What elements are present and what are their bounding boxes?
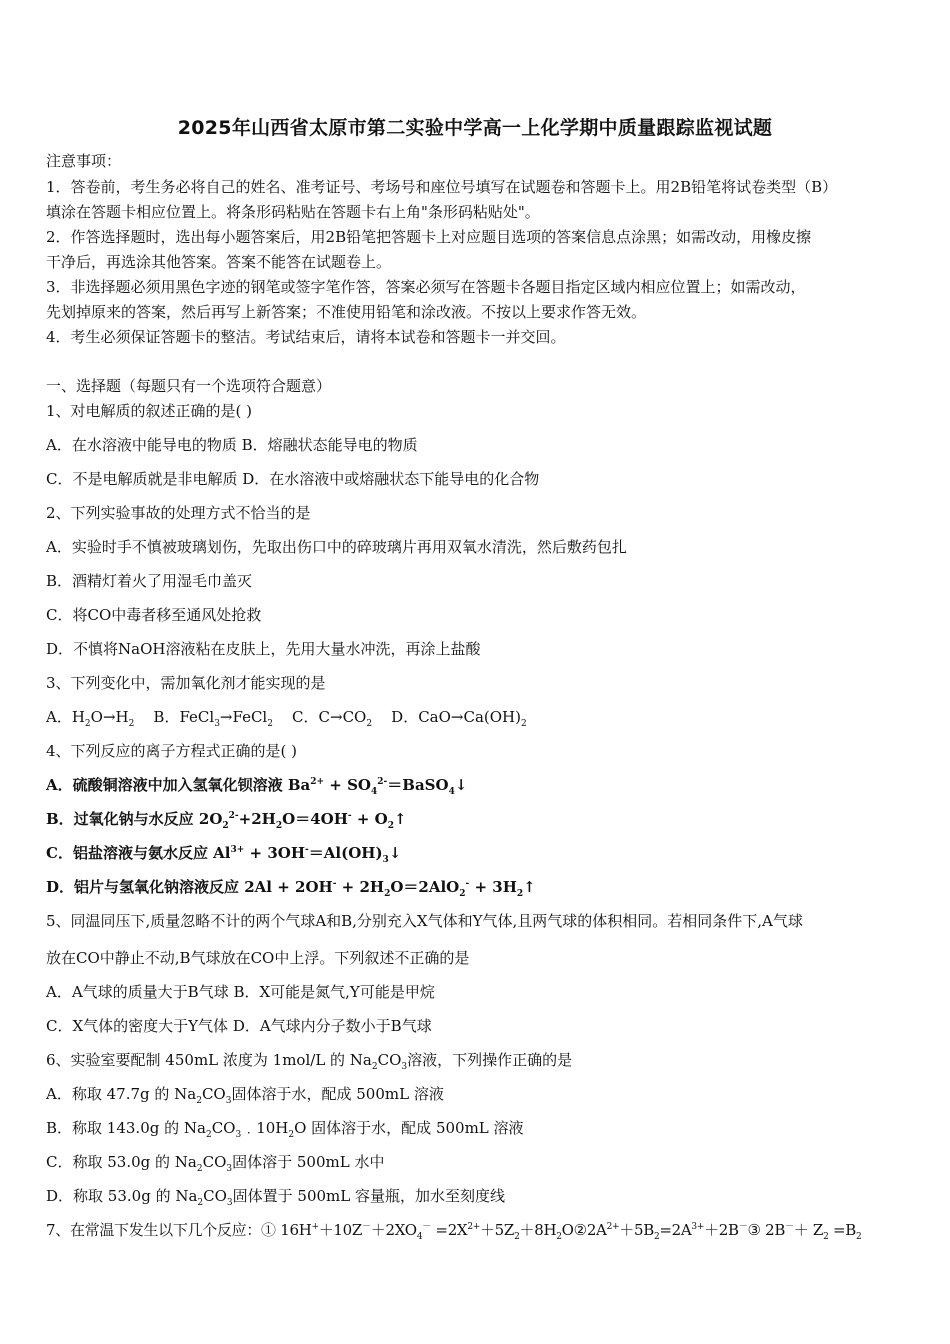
q3-option-c: C．$C\to CO_2$ xyxy=(292,708,373,729)
q4-option-d: D．铝片与氢氧化钠溶液反应 $2Al + 2OH^- + 2H_2O=2AlO_2^-$ + $3H_2↑$ xyxy=(46,878,536,899)
notice-line-7: 4．考生必须保证答题卡的整洁。考试结束后，请将本试卷和答题卡一并交回。 xyxy=(46,328,566,346)
q6-option-d: D．称取 53.0g 的 $Na_2CO_3$固体置于 500mL 容量瓶，加水至刻度线 xyxy=(46,1187,506,1208)
q7-stem: 7、在常温下发生以下几个反应：① $16H^++10Z^-+2XO_4^-$ $=2X^{2+}+5Z_2+8H_2O②2A^{2+}+5B_2=2A^{3+}+2B^-③$ $2B^-+ Z_2 =B_2$ xyxy=(46,1221,862,1242)
q4-option-a: A．硫酸铜溶液中加入氢氧化钡溶液 $Ba^{2+}$ + $SO_4^{2-}=BaSO_4↓$ xyxy=(46,776,468,797)
q2-option-d: D．不慎将NaOH溶液粘在皮肤上，先用大量水冲洗，再涂上盐酸 xyxy=(46,640,481,658)
q1-options-ab: A．在水溶液中能导电的物质 B．熔融状态能导电的物质 xyxy=(46,436,418,454)
q6-option-b: B．称取 143.0g 的 $Na_2CO_3﹒10H_2O$ 固体溶于水，配成 500mL 溶液 xyxy=(46,1119,524,1140)
notice-line-6: 先划掉原来的答案，然后再写上新答案；不准使用铅笔和涂改液。不按以上要求作答无效。 xyxy=(46,303,647,321)
notice-line-1: 1．答卷前，考生务必将自己的姓名、准考证号、考场号和座位号填写在试题卷和答题卡上。用2B铅笔将试卷类型（B） xyxy=(46,178,838,196)
notice-heading: 注意事项： xyxy=(46,152,122,170)
q4-stem: 4、下列反应的离子方程式正确的是( ) xyxy=(46,742,298,760)
q3-stem: 3、下列变化中，需加氧化剂才能实现的是 xyxy=(46,674,326,692)
q4-option-c: C．铝盐溶液与氨水反应 $Al^{3+}$ + $3OH^-=Al(OH)_3↓$ xyxy=(46,844,402,865)
q3-options xyxy=(46,707,916,727)
section-heading: 一、选择题（每题只有一个选项符合题意） xyxy=(46,377,332,395)
notice-line-5: 3．非选择题必须用黑色字迹的钢笔或签字笔作答，答案必须写在答题卡各题目指定区域内相应位置上；如需改动， xyxy=(46,278,806,296)
q3-option-a: A．$H_2O\to H_2$ xyxy=(46,708,135,729)
q5-stem-line-1: 5、同温同压下,质量忽略不计的两个气球A和B,分别充入X气体和Y气体,且两气球的体积相同。若相同条件下,A气球 xyxy=(46,912,803,930)
notice-line-2: 填涂在答题卡相应位置上。将条形码粘贴在答题卡右上角"条形码粘贴处"。 xyxy=(46,203,540,221)
q6-option-c: C．称取 53.0g 的 $Na_2CO_3$固体溶于 500mL 水中 xyxy=(46,1153,385,1174)
page-title: 2025年山西省太原市第二实验中学高一上化学期中质量跟踪监视试题 xyxy=(177,117,773,139)
q5-options-ab: A．A气球的质量大于B气球 B．X可能是氮气,Y可能是甲烷 xyxy=(46,983,435,1001)
q5-stem-line-2: 放在CO中静止不动,B气球放在CO中上浮。下列叙述不正确的是 xyxy=(46,949,470,967)
q6-stem: 6、实验室要配制 450mL 浓度为 1mol/L 的 $Na_2CO_3$溶液，下列操作正确的是 xyxy=(46,1051,573,1072)
notice-line-4: 干净后，再选涂其他答案。答案不能答在试题卷上。 xyxy=(46,253,392,271)
q6-option-a: A．称取 47.7g 的 $Na_2CO_3$固体溶于水，配成 500mL 溶液 xyxy=(46,1085,444,1106)
q3-option-d: D．$CaO\to Ca(OH)_2$ xyxy=(391,708,527,729)
q2-option-b: B．酒精灯着火了用湿毛巾盖灭 xyxy=(46,572,253,590)
q1-options-cd: C．不是电解质就是非电解质 D．在水溶液中或熔融状态下能导电的化合物 xyxy=(46,470,540,488)
q2-option-a: A．实验时手不慎被玻璃划伤，先取出伤口中的碎玻璃片再用双氧水清洗，然后敷药包扎 xyxy=(46,538,627,556)
q4-option-b: B．过氧化钠与水反应 $2O_2^{2-}+2H_2O=4OH^-$ + $O_2↑$ xyxy=(46,810,407,831)
q3-option-b: B．FeCl$_3$→FeCl$_2$ xyxy=(153,708,273,729)
q2-option-c: C．将CO中毒者移至通风处抢救 xyxy=(46,606,262,624)
q2-stem: 2、下列实验事故的处理方式不恰当的是 xyxy=(46,504,311,522)
q5-options-cd: C．X气体的密度大于Y气体 D．A气球内分子数小于B气球 xyxy=(46,1017,432,1035)
notice-line-3: 2．作答选择题时，选出每小题答案后，用2B铅笔把答题卡上对应题目选项的答案信息点涂黑；如需改动，用橡皮擦 xyxy=(46,228,812,246)
q1-stem: 1、对电解质的叙述正确的是( ) xyxy=(46,402,253,420)
